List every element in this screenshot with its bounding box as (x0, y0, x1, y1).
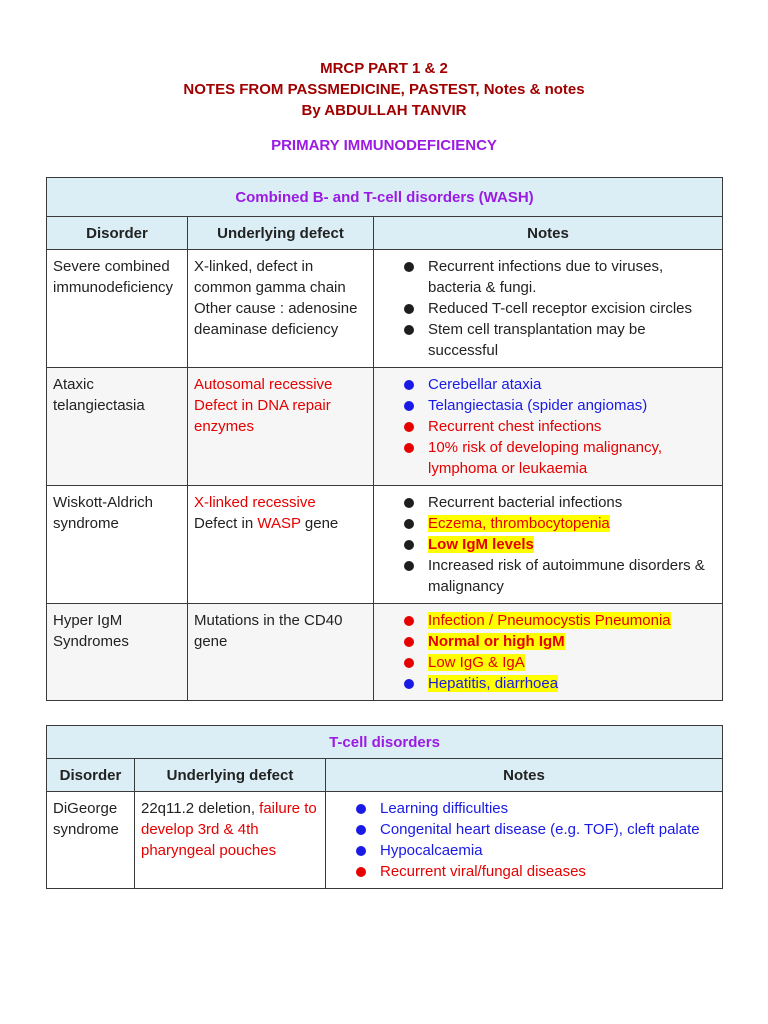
list-item: Hypocalcaemia (356, 840, 716, 861)
notes-cell (374, 368, 723, 486)
notes-list (404, 492, 716, 597)
bullet-icon (404, 679, 414, 689)
bullet-icon (404, 401, 414, 411)
list-item: 10% risk of developing malignancy, lymphoma or leukaemia (404, 437, 716, 479)
disorder-cell: Ataxic telangiectasia (47, 368, 188, 486)
bullet-icon (404, 422, 414, 432)
table2-col-disorder: Disorder (47, 759, 135, 792)
table-row (47, 250, 723, 368)
defect-line: X-linked, defect in common gamma chain (194, 258, 346, 296)
disorder-cell: Wiskott-Aldrich syndrome (47, 486, 188, 604)
list-item: Eczema, thrombocytopenia (404, 513, 716, 534)
list-item: Congenital heart disease (e.g. TOF), cleft palate (356, 819, 716, 840)
table2-caption: T-cell disorders (47, 726, 723, 759)
notes-cell (374, 250, 723, 368)
list-item: Telangiectasia (spider angiomas) (404, 395, 716, 416)
notes-list (404, 256, 716, 361)
bullet-icon (404, 304, 414, 314)
t-cell-disorders-table (46, 725, 723, 889)
list-item: Hepatitis, diarrhoea (404, 673, 716, 694)
list-item: Recurrent chest infections (404, 416, 716, 437)
bullet-icon (356, 846, 366, 856)
list-item: Normal or high IgM (404, 631, 716, 652)
notes-cell (326, 792, 723, 889)
table-row (47, 792, 723, 889)
bullet-icon (404, 616, 414, 626)
defect-line: Other cause : adenosine deaminase deficiency (194, 300, 358, 338)
bullet-icon (356, 804, 366, 814)
defect-line: Defect in DNA repair enzymes (194, 397, 331, 435)
defect-line: X-linked recessive (194, 494, 316, 511)
list-item: Stem cell transplantation may be successful (404, 319, 716, 361)
list-item: Low IgG & IgA (404, 652, 716, 673)
gene-name: WASP (257, 515, 301, 532)
bullet-icon (404, 262, 414, 272)
header-line-3: By ABDULLAH TANVIR (301, 102, 467, 119)
table-row (47, 604, 723, 701)
defect-cell (188, 486, 374, 604)
disorder-cell: Hyper IgM Syndromes (47, 604, 188, 701)
list-item: Reduced T-cell receptor excision circles (404, 298, 716, 319)
list-item: Recurrent viral/fungal diseases (356, 861, 716, 882)
list-item: Recurrent infections due to viruses, bacteria & fungi. (404, 256, 716, 298)
bullet-icon (356, 867, 366, 877)
table1-col-disorder: Disorder (47, 217, 188, 250)
notes-cell (374, 486, 723, 604)
table1-caption: Combined B- and T-cell disorders (WASH) (47, 178, 723, 217)
defect-cell: Mutations in the CD40 gene (188, 604, 374, 701)
table2-col-notes: Notes (326, 759, 723, 792)
bullet-icon (404, 561, 414, 571)
header-line-2: NOTES FROM PASSMEDICINE, PASTEST, Notes & notes (183, 81, 585, 98)
bullet-icon (404, 325, 414, 335)
combined-disorders-table (46, 177, 723, 701)
list-item: Cerebellar ataxia (404, 374, 716, 395)
notes-list (404, 610, 716, 694)
defect-line: Defect in WASP gene (194, 515, 339, 532)
header-line-1: MRCP PART 1 & 2 (320, 60, 448, 77)
list-item: Learning difficulties (356, 798, 716, 819)
notes-cell (374, 604, 723, 701)
document-header (0, 58, 768, 121)
notes-list (356, 798, 716, 882)
disorder-cell: Severe combined immunodeficiency (47, 250, 188, 368)
bullet-icon (404, 637, 414, 647)
list-item: Recurrent bacterial infections (404, 492, 716, 513)
table-row (47, 368, 723, 486)
defect-cell (188, 368, 374, 486)
disorder-cell: DiGeorge syndrome (47, 792, 135, 889)
list-item: Infection / Pneumocystis Pneumonia (404, 610, 716, 631)
bullet-icon (404, 498, 414, 508)
table1-col-notes: Notes (374, 217, 723, 250)
notes-list (404, 374, 716, 479)
list-item: Increased risk of autoimmune disorders & malignancy (404, 555, 716, 597)
table-row (47, 486, 723, 604)
bullet-icon (404, 658, 414, 668)
list-item: Low IgM levels (404, 534, 716, 555)
section-title: PRIMARY IMMUNODEFICIENCY (271, 137, 497, 154)
bullet-icon (404, 519, 414, 529)
bullet-icon (404, 443, 414, 453)
defect-cell: 22q11.2 deletion, failure to develop 3rd & 4th pharyngeal pouches (135, 792, 326, 889)
defect-line: Autosomal recessive (194, 376, 333, 393)
bullet-icon (404, 540, 414, 550)
defect-cell (188, 250, 374, 368)
table2-col-defect: Underlying defect (135, 759, 326, 792)
table1-col-defect: Underlying defect (188, 217, 374, 250)
bullet-icon (404, 380, 414, 390)
bullet-icon (356, 825, 366, 835)
